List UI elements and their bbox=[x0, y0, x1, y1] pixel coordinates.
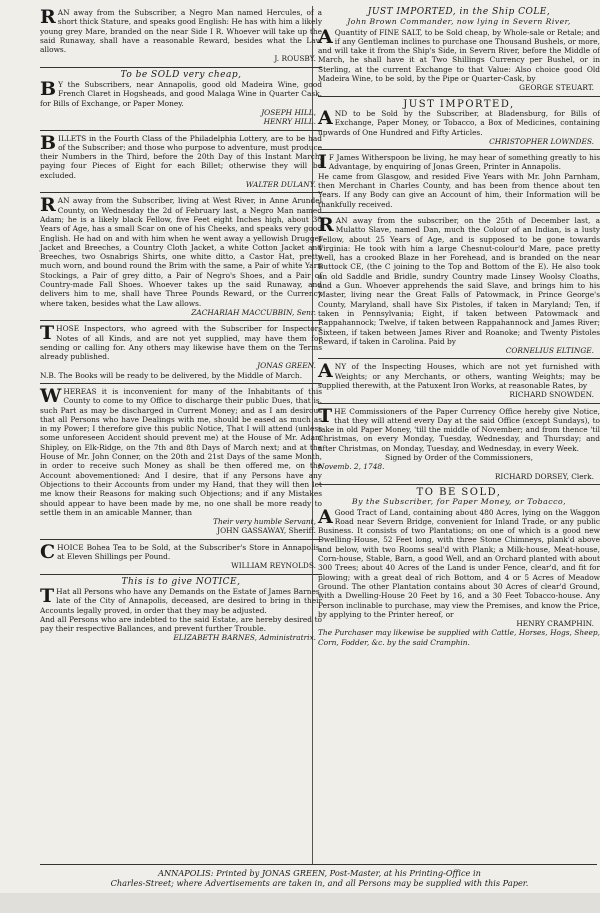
divider bbox=[40, 539, 322, 540]
ad-signature: JOHN GASSAWAY, Sheriff. bbox=[217, 526, 316, 536]
drop-cap: C bbox=[40, 540, 56, 563]
ad-text: ILLETS in the Fourth Class of the Philadelphia Lottery, are to be had of the Subscriber; and those who purpose to adventure, must produce their Numbers in the Third, before the 20th Day of this Instant March, paying four Pieces of Eight for each Billet; otherwise they will be excluded. bbox=[40, 133, 322, 180]
ad-text: HEREAS it is inconvenient for many of the Inhabitants of this County to come to my Office to discharge their public Dues, that is, such Part as may be discharged in Current Money; and as I am desirous that all Persons who have Dealings with me, should be eased as much as in my Power; I therefore give this public Notice, That I will attend (unless some unforeseen Accident should prevent me) at the House of Mr. Adam Shipley, on Elk-Ridge, on the 7th and 8th Days of March next; and at the House of Mr. John Conner, on the 20th and 21st Days of the same Month, in order to receive such Money as shall be then offered me, on the Account abovementioned: And I desire, that if any Persons have any Objections to their Accounts from under my Hand, that they will then let me know their Reasons for making such Objections; and if any Mistakes should appear to have been made by me, no one shall be more ready to settle them in an amicable Manner, than bbox=[40, 386, 322, 517]
ad-text: Y the Subscribers, near Annapolis, good old Madeira Wine, good French Claret in Hogsheads, and good Malaga Wine in Quarter Cask, for Bills of Exchange, or Paper Money. bbox=[40, 80, 322, 108]
ad-text: Good Tract of Land, containing about 480 Acres, lying on the Waggon Road near Severn Bridge, convenient for Inland Trade, or any public Business. It consists of two Plantations; on one of which is a good new Dwelling-House, 52 Feet long, with three Stone Chimneys, plank'd above and below, with two Rooms seal'd with Plank; a Milk-house, Meat-house, Corn-house, Stable, Barn, a good Well, and an Orchard planted with about 300 Trees; about 40 Acres of the Land is under Fence, clear'd, and fit for plowing; with a great deal of rich Bottom, and 4 or 5 Acres of Meadow Ground. The other Plantation contains about 30 Acres of clear'd Ground, with a Dwelling-House 20 Feet by 16, and a 30 Feet Tobacco-house. Any Person inclinable to purchase, may view the Premises, and know the Price, by applying to the Printer hereof, or bbox=[318, 507, 600, 619]
ad-text: NY of the Inspecting Houses, which are not yet furnished with Weights; or any Merchants, or others, wanting Weights; may be supplied therewith, at the Patuxent Iron Works, at reasonable Rates, by bbox=[318, 362, 600, 390]
ad-heading: JUST IMPORTED, in the Ship COLE, bbox=[367, 7, 551, 17]
divider bbox=[318, 212, 600, 213]
ad-signature: HENRY CRAMPHIN. bbox=[516, 619, 594, 629]
ad-fine-salt bbox=[318, 8, 600, 93]
ad-signature: HENRY HILL. bbox=[263, 117, 316, 127]
ad-heading: To be SOLD very cheap, bbox=[120, 69, 242, 80]
divider bbox=[318, 484, 600, 485]
drop-cap: B bbox=[40, 78, 57, 101]
drop-cap: A bbox=[318, 505, 333, 528]
ad-lottery-billets bbox=[40, 131, 322, 190]
ad-heading: This is to give NOTICE, bbox=[121, 576, 241, 587]
drop-cap: T bbox=[40, 322, 55, 345]
divider bbox=[40, 130, 322, 131]
ad-text: AN away from the Subscriber, living at West River, in Anne Arundel County, on Wednesday the 2d of February last, a Negro Man named Adam; he is a likely black Fellow, five Feet eight Inches high, about 30 Years of Age, has a small Scar on one of his Cheeks, and speaks very good English. He had on and with him when he went away a yellowish Drugget Jacket and Breeches, a Country Cloth Jacket, a white Cotton Jacket and Breeches, two Osnabrigs Shirts, one white ditto, a Castor Hat, pretty much worn, and bound round the Brim with the same, a Pair of white Yarn Stockings, a Pair of grey ditto, a Pair of Negro's Shoes, and a Pair of Country-made Fall Shoes. Whoever takes up the said Runaway, and delivers him to me, shall have Three Pounds Reward, or the Currency where taken, besides what the Law allows. bbox=[40, 196, 322, 308]
ad-runaway-adam bbox=[40, 196, 322, 317]
ad-subheading: By the Subscriber, for Paper Money, or Tobacco, bbox=[351, 497, 567, 507]
drop-cap: T bbox=[318, 404, 333, 427]
ad-signature: J. ROUSBY. bbox=[274, 54, 316, 64]
ad-signature: JONAS GREEN. bbox=[257, 361, 316, 371]
divider bbox=[40, 320, 322, 321]
imprint-footer bbox=[42, 868, 597, 889]
ad-medicines bbox=[318, 100, 600, 146]
divider bbox=[318, 149, 600, 150]
ad-postscript: The Purchaser may likewise be supplied with Cattle, Horses, Hogs, Sheep, Corn, Fodder, &c. by the said Cramphin. bbox=[318, 628, 600, 647]
left-column bbox=[40, 8, 322, 645]
ad-signature: JOSEPH HILL, bbox=[261, 107, 316, 117]
ad-closing: Their very humble Servant, bbox=[213, 517, 316, 527]
drop-cap: A bbox=[318, 106, 333, 129]
divider bbox=[318, 403, 600, 404]
ad-text-2: And all Persons who are indebted to the said Estate, are hereby desired to pay their respective Ballances, and prevent further Trouble. bbox=[40, 614, 322, 634]
ad-text: HOICE Bohea Tea to be Sold, at the Subscriber's Store in Annapolis, at Eleven Shillings per Pound. bbox=[57, 542, 322, 562]
ad-text: AN away from the Subscriber, a Negro Man named Hercules, of a short thick Stature, and speaks good English: He has with him a likely young grey Mare, branded on the near Side I R. Whoever will take up the said Runaway, shall have a reasonable Reward, besides what the Law allows. bbox=[40, 8, 322, 55]
right-column bbox=[318, 8, 600, 649]
ad-text: Hat all Persons who have any Demands on the Estate of James Barnes, late of the City of Annapolis, deceased, are desired to bring in their Accounts legally proved, in order that they may be adjusted. bbox=[40, 586, 322, 615]
ad-heading: JUST IMPORTED, bbox=[403, 98, 515, 110]
ad-signature: RICHARD SNOWDEN. bbox=[509, 390, 594, 400]
ad-heading: TO BE SOLD, bbox=[416, 486, 502, 498]
ad-subheading: John Brown Commander, now lying in Severn River, bbox=[347, 17, 571, 27]
ad-bohea-tea bbox=[40, 540, 322, 571]
ad-runaway-hercules bbox=[40, 8, 322, 64]
drop-cap: R bbox=[40, 6, 56, 28]
ad-signature: WILLIAM REYNOLDS. bbox=[231, 561, 316, 571]
ad-runaway-dan bbox=[318, 213, 600, 356]
ad-signature: ELIZABETH BARNES, Administratrix. bbox=[173, 633, 316, 643]
imprint-line-1: ANNAPOLIS: Printed by JONAS GREEN, Post-Master, at his Printing-Office in bbox=[158, 868, 481, 878]
ad-signed-line: Signed by Order of the Commissioners, bbox=[385, 453, 533, 463]
divider bbox=[40, 192, 322, 193]
drop-cap: A bbox=[318, 360, 333, 383]
divider bbox=[40, 383, 322, 384]
ad-text: F James Witherspoon be living, he may hear of something greatly to his Advantage, by enquiring of Jonas Green, Printer in Annapolis. bbox=[328, 153, 600, 172]
divider bbox=[40, 574, 322, 575]
ad-signature: ZACHARIAH MACCUBBIN, Senr. bbox=[191, 307, 316, 317]
drop-cap: R bbox=[318, 213, 334, 236]
divider bbox=[40, 67, 322, 68]
ad-paper-currency-office bbox=[318, 404, 600, 481]
ad-note: N.B. The Books will be ready to be delivered, by the Middle of March. bbox=[40, 370, 303, 380]
footer-rule bbox=[40, 864, 597, 865]
ad-signature: WALTER DULANY. bbox=[245, 180, 316, 190]
page-margin bbox=[0, 893, 600, 913]
ad-text: HOSE Inspectors, who agreed with the Subscriber for Inspectors Notes of all Kinds, and are not yet supplied, may have them for sending or calling for. Any others may likewise have them on the Terms already published. bbox=[40, 324, 322, 362]
ad-weights bbox=[318, 362, 600, 399]
ad-wine-sale bbox=[40, 71, 322, 127]
drop-cap: T bbox=[40, 584, 55, 607]
ad-land-for-sale bbox=[318, 488, 600, 647]
divider bbox=[318, 358, 600, 359]
ad-text-2: He came from Glasgow, and resided Five Years with Mr. John Parnham, then Merchant in Charles County, and has been from thence about ten Years. If any Body can give an Account of him, their Information will be thankfully received. bbox=[318, 171, 600, 209]
drop-cap: R bbox=[40, 194, 56, 217]
ad-signature: GEORGE STEUART. bbox=[519, 83, 594, 93]
drop-cap: W bbox=[40, 384, 62, 407]
ad-witherspoon bbox=[318, 153, 600, 209]
divider bbox=[318, 96, 600, 97]
ad-sheriff-notice bbox=[40, 384, 322, 536]
ad-inspectors-notes bbox=[40, 324, 322, 380]
ad-barnes-estate bbox=[40, 578, 322, 643]
drop-cap: B bbox=[40, 131, 57, 154]
drop-cap: I bbox=[318, 151, 327, 174]
imprint-line-2: Charles-Street; where Advertisements are taken in, and all Persons may be supplied with this Paper. bbox=[110, 878, 529, 889]
ad-text: HE Commissioners of the Paper Currency Office hereby give Notice, that they will attend every Day at the said Office (except Sundays), to take in old Paper Money, 'till the middle of November; and from thence 'til Christmas, on every Monday, Tuesday, Wednesday, and Thursday; and after Christmas, on Monday, Tuesday, and Wednesday, in every Week. bbox=[318, 406, 600, 453]
ad-text: AN away from the subscriber, on the 25th of December last, a Mulatto Slave, named Dan, much the Colour of an Indian, is a lusty Fellow, about 25 Years of Age, and is supposed to be gone towards Virginia: He took with him a large Chesnut-colour'd Mare, pace pretty well, has a crooked Blaze in her Forehead, and is branded on the near Buttock CE, (the C joining to the Top and Bottom of the E). He also took an old Saddle and Bridle, sundry Country made Linsey Woolsy Cloaths, and a Gun. Whoever apprehends the said Slave, and brings him to his Master, living near the Great Falls of Patowmack, in Prince George's County, Maryland, shall have Six Pistoles, if taken in Maryland; Ten, if taken in Pennsylvania; Eight, if taken between Patowmack and Rappahannock; Twelve, if taken between Rappahannock and James River; Sixteen, if taken between James River and Roanoke; and Twenty Pistoles Reward, if taken in Carolina. Paid by bbox=[318, 215, 600, 346]
ad-signature: CORNELIUS ELTINGE. bbox=[505, 346, 594, 356]
ad-signature: RICHARD DORSEY, Clerk. bbox=[494, 471, 594, 481]
ad-signature: CHRISTOPHER LOWNDES. bbox=[489, 136, 594, 146]
ad-text: Quantity of FINE SALT, to be Sold cheap, by Whole-sale or Retale; and if any Gentleman inclines to purchase one Thousand Bushels, or more, and will take it from the Ship's Side, in Severn River, before the Middle of March, he shall have it at Two Shillings Currency per Bushel, or in Sterling, at the current Exchange to that Value: Also choice good Old Madeira Wine, to be sold, by the Pipe or Quarter-Cask, by bbox=[318, 27, 600, 84]
ad-date: Novemb. 2, 1748. bbox=[318, 462, 385, 472]
ad-text: ND to be Sold by the Subscriber, at Bladensburg, for Bills of Exchange, Paper Money, or Tobacco, a Box of Medicines, containing upwards of One Hundred and Fifty Articles. bbox=[318, 108, 600, 137]
drop-cap: A bbox=[318, 25, 333, 48]
